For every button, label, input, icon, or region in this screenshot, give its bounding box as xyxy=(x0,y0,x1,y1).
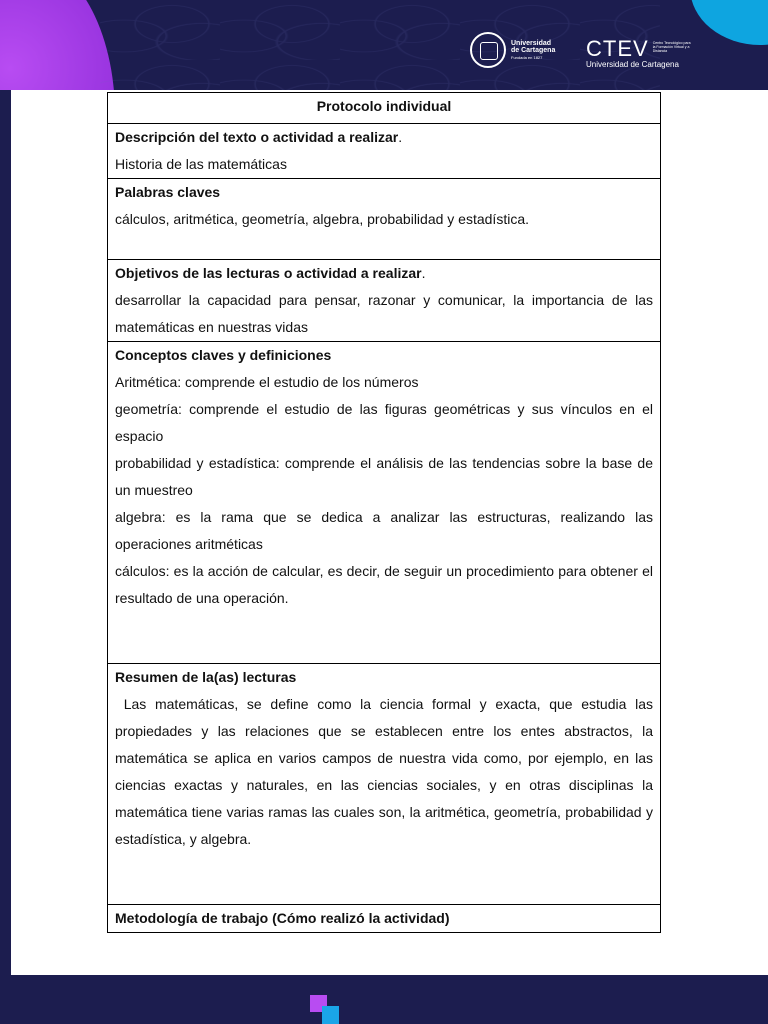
section-concepts-label: Conceptos claves y definiciones xyxy=(115,347,332,363)
section-summary-content: Las matemáticas, se define como la ciencia formal y exacta, que estudia las propiedades y las relaciones que se establecen entre los entes abstractos, la matemática se aplica en varios campos de nuestra vida como, por ejemplo, en las ciencias exactas y naturales, en las ciencias sociales, y en otras disciplinas la matemática tiene varias ramas las cuales son, la aritmética, geometría, probabilidad y estadística, y algebra. xyxy=(115,696,657,847)
section-description-label: Descripción del texto o actividad a realizar xyxy=(115,129,399,145)
page-header xyxy=(0,0,768,90)
concept-item: cálculos: es la acción de calcular, es decir, de seguir un procedimiento para obtener el resultado de una operación. xyxy=(115,563,653,606)
section-objectives-label-suffix: . xyxy=(421,265,426,281)
ctev-subtitle: Universidad de Cartagena xyxy=(586,60,679,69)
section-objectives-content: desarrollar la capacidad para pensar, razonar y comunicar, la importancia de las matemáticas en nuestras vidas xyxy=(115,292,653,335)
universidad-de-cartagena-logo xyxy=(470,32,555,68)
section-keywords-label: Palabras claves xyxy=(115,184,221,200)
protocol-title: Protocolo individual xyxy=(108,93,661,124)
protocol-table xyxy=(107,92,661,933)
section-keywords-content: cálculos, aritmética, geometría, algebra, probabilidad y estadística. xyxy=(115,211,529,227)
university-name-line1: Universidad xyxy=(511,40,552,48)
header-pattern xyxy=(100,0,660,90)
section-description xyxy=(108,124,661,179)
university-seal-icon xyxy=(470,32,506,68)
section-objectives xyxy=(108,260,661,342)
university-founded: Fundada en 1827 xyxy=(511,54,543,60)
concept-item: Aritmética: comprende el estudio de los números xyxy=(115,374,419,390)
section-objectives-label: Objetivos de las lecturas o actividad a realizar xyxy=(115,265,422,281)
section-methodology-label: Metodología de trabajo (Cómo realizó la actividad) xyxy=(115,910,450,926)
concept-item: geometría: comprende el estudio de las figuras geométricas y sus vínculos en el espacio xyxy=(115,401,653,444)
concept-item: algebra: es la rama que se dedica a analizar las estructuras, realizando las operaciones aritméticas xyxy=(115,509,653,552)
cyan-decorative-shape xyxy=(690,0,768,45)
university-name-line2: de Cartagena xyxy=(511,47,556,55)
ctev-tagline: Centro Tecnológico para la Formación Virtual y a Distancia xyxy=(652,41,691,53)
concept-item: probabilidad y estadística: comprende el análisis de las tendencias sobre la base de un muestreo xyxy=(115,455,653,498)
section-concepts xyxy=(108,342,661,664)
section-description-content: Historia de las matemáticas xyxy=(115,156,287,172)
ctev-logo xyxy=(586,38,693,69)
section-methodology xyxy=(108,905,661,933)
cyan-square-decoration xyxy=(322,1006,339,1024)
section-summary-label: Resumen de la(as) lecturas xyxy=(115,669,297,685)
purple-decorative-shape xyxy=(0,0,115,90)
ctev-wordmark: CTEV xyxy=(586,36,649,61)
section-summary xyxy=(108,664,661,905)
section-keywords xyxy=(108,179,661,260)
section-description-label-suffix: . xyxy=(398,129,403,145)
